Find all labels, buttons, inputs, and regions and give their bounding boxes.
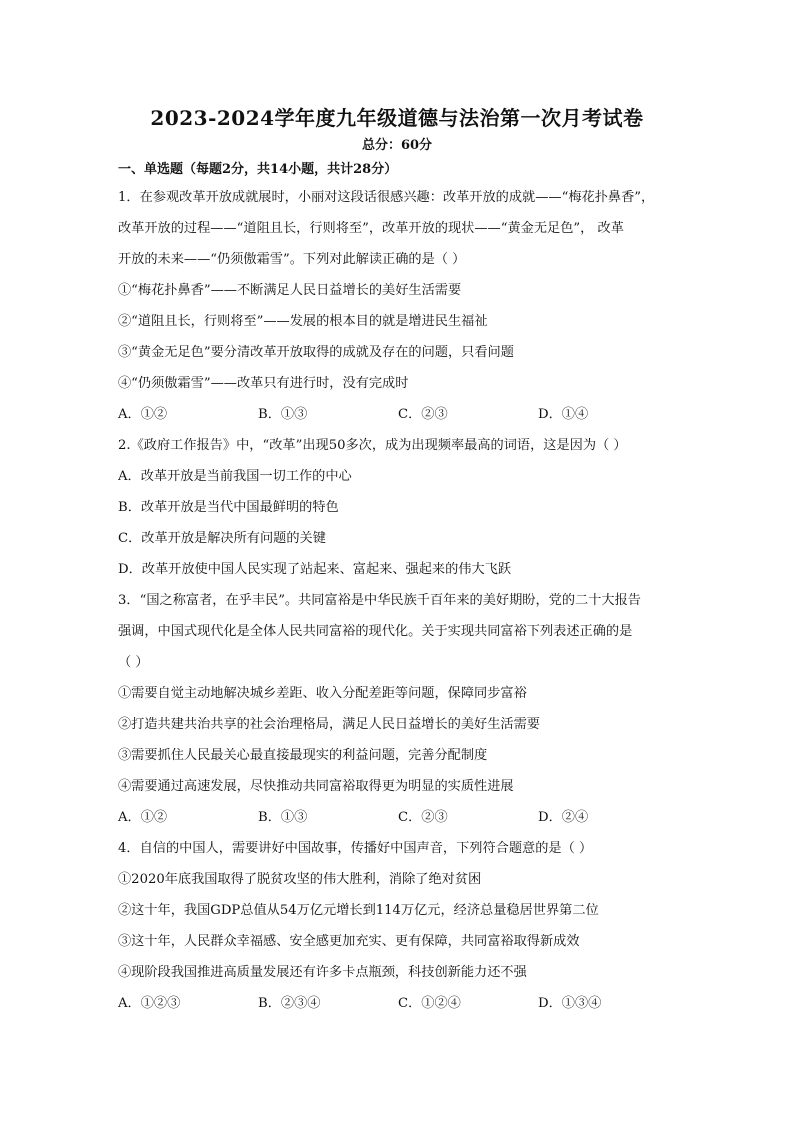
question-list (118, 182, 682, 1019)
question-stem-line: 2.《政府工作报告》中，“改革”出现50多次，成为出现频率最高的词语，这是因为（ ） (118, 438, 627, 453)
answer-options (118, 399, 682, 430)
statement: ④现阶段我国推进高质量发展还有许多卡点瓶颈，科技创新能力还不强 (118, 965, 527, 980)
question-1 (118, 182, 682, 430)
statement: ④“仍须傲霜雪”——改革只有进行时，没有完成时 (118, 376, 409, 391)
option-c: C．①②④ (398, 996, 461, 1011)
option-c: C．改革开放是解决所有问题的关键 (118, 531, 326, 546)
statement: ③这十年，人民群众幸福感、安全感更加充实、更有保障，共同富裕取得新成效 (118, 934, 580, 949)
question-stem-line: 改革开放的过程——“道阻且长，行则将至”，改革开放的现状——“黄金无足色”， 改革 (118, 221, 624, 236)
question-3 (118, 585, 682, 833)
question-stem-line: 开放的未来——“仍须傲霜雪”。下列对此解读正确的是（ ） (118, 252, 466, 267)
option-c: C．②③ (398, 810, 448, 825)
question-4 (118, 833, 682, 1019)
statement: ②打造共建共治共享的社会治理格局，满足人民日益增长的美好生活需要 (118, 717, 540, 732)
statement: ①2020年底我国取得了脱贫攻坚的伟大胜利，消除了绝对贫困 (118, 872, 482, 887)
option-d: D．①④ (538, 407, 589, 422)
statement: ③需要抓住人民最关心最直接最现实的利益问题，完善分配制度 (118, 748, 488, 763)
question-stem-line: 3．“国之称富者，在乎丰民”。共同富裕是中华民族千百年来的美好期盼，党的二十大报告 (118, 593, 641, 608)
statement: ②“道阻且长，行则将至”——发展的根本目的就是增进民生福祉 (118, 314, 488, 329)
answer-options (118, 802, 682, 833)
total-score: 总分：60分 (361, 138, 433, 153)
option-a: A．①② (118, 810, 168, 825)
question-stem-line: 强调，中国式现代化是全体人民共同富裕的现代化。关于实现共同富裕下列表述正确的是 (118, 624, 633, 639)
option-d: D．①③④ (538, 996, 602, 1011)
question-stem-line: 4．自信的中国人，需要讲好中国故事，传播好中国声音，下列符合题意的是（ ） (118, 841, 593, 856)
statement: ①需要自觉主动地解决城乡差距、收入分配差距等问题，保障同步富裕 (118, 686, 527, 701)
option-b: B．②③④ (258, 996, 321, 1011)
option-a: A．①②③ (118, 996, 181, 1011)
option-b: B．①③ (258, 810, 308, 825)
question-2 (118, 430, 682, 585)
section-heading: 一、单选题（每题2分，共14小题，共计28分） (118, 162, 398, 177)
question-stem-line: 1．在参观改革开放成就展时，小丽对这段话很感兴趣：改革开放的成就——“梅花扑鼻香”， (118, 190, 655, 205)
page-title: 2023-2024学年度九年级道德与法治第一次月考试卷 (150, 106, 644, 130)
option-b: B．①③ (258, 407, 308, 422)
option-a: A．改革开放是当前我国一切工作的中心 (118, 469, 352, 484)
option-a: A．①② (118, 407, 168, 422)
statement: ③“黄金无足色”要分清改革开放取得的成就及存在的问题，只看问题 (118, 345, 514, 360)
option-c: C．②③ (398, 407, 448, 422)
statement: ②这十年，我国GDP总值从54万亿元增长到114万亿元，经济总量稳居世界第二位 (118, 903, 599, 918)
question-stem-line: （ ） (118, 655, 149, 670)
statement: ④需要通过高速发展，尽快推动共同富裕取得更为明显的实质性进展 (118, 779, 514, 794)
option-d: D．②④ (538, 810, 589, 825)
option-d: D．改革开放使中国人民实现了站起来、富起来、强起来的伟大飞跃 (118, 562, 512, 577)
answer-options (118, 988, 682, 1019)
option-b: B．改革开放是当代中国最鲜明的特色 (118, 500, 339, 515)
statement: ①“梅花扑鼻香”——不断满足人民日益增长的美好生活需要 (118, 283, 462, 298)
